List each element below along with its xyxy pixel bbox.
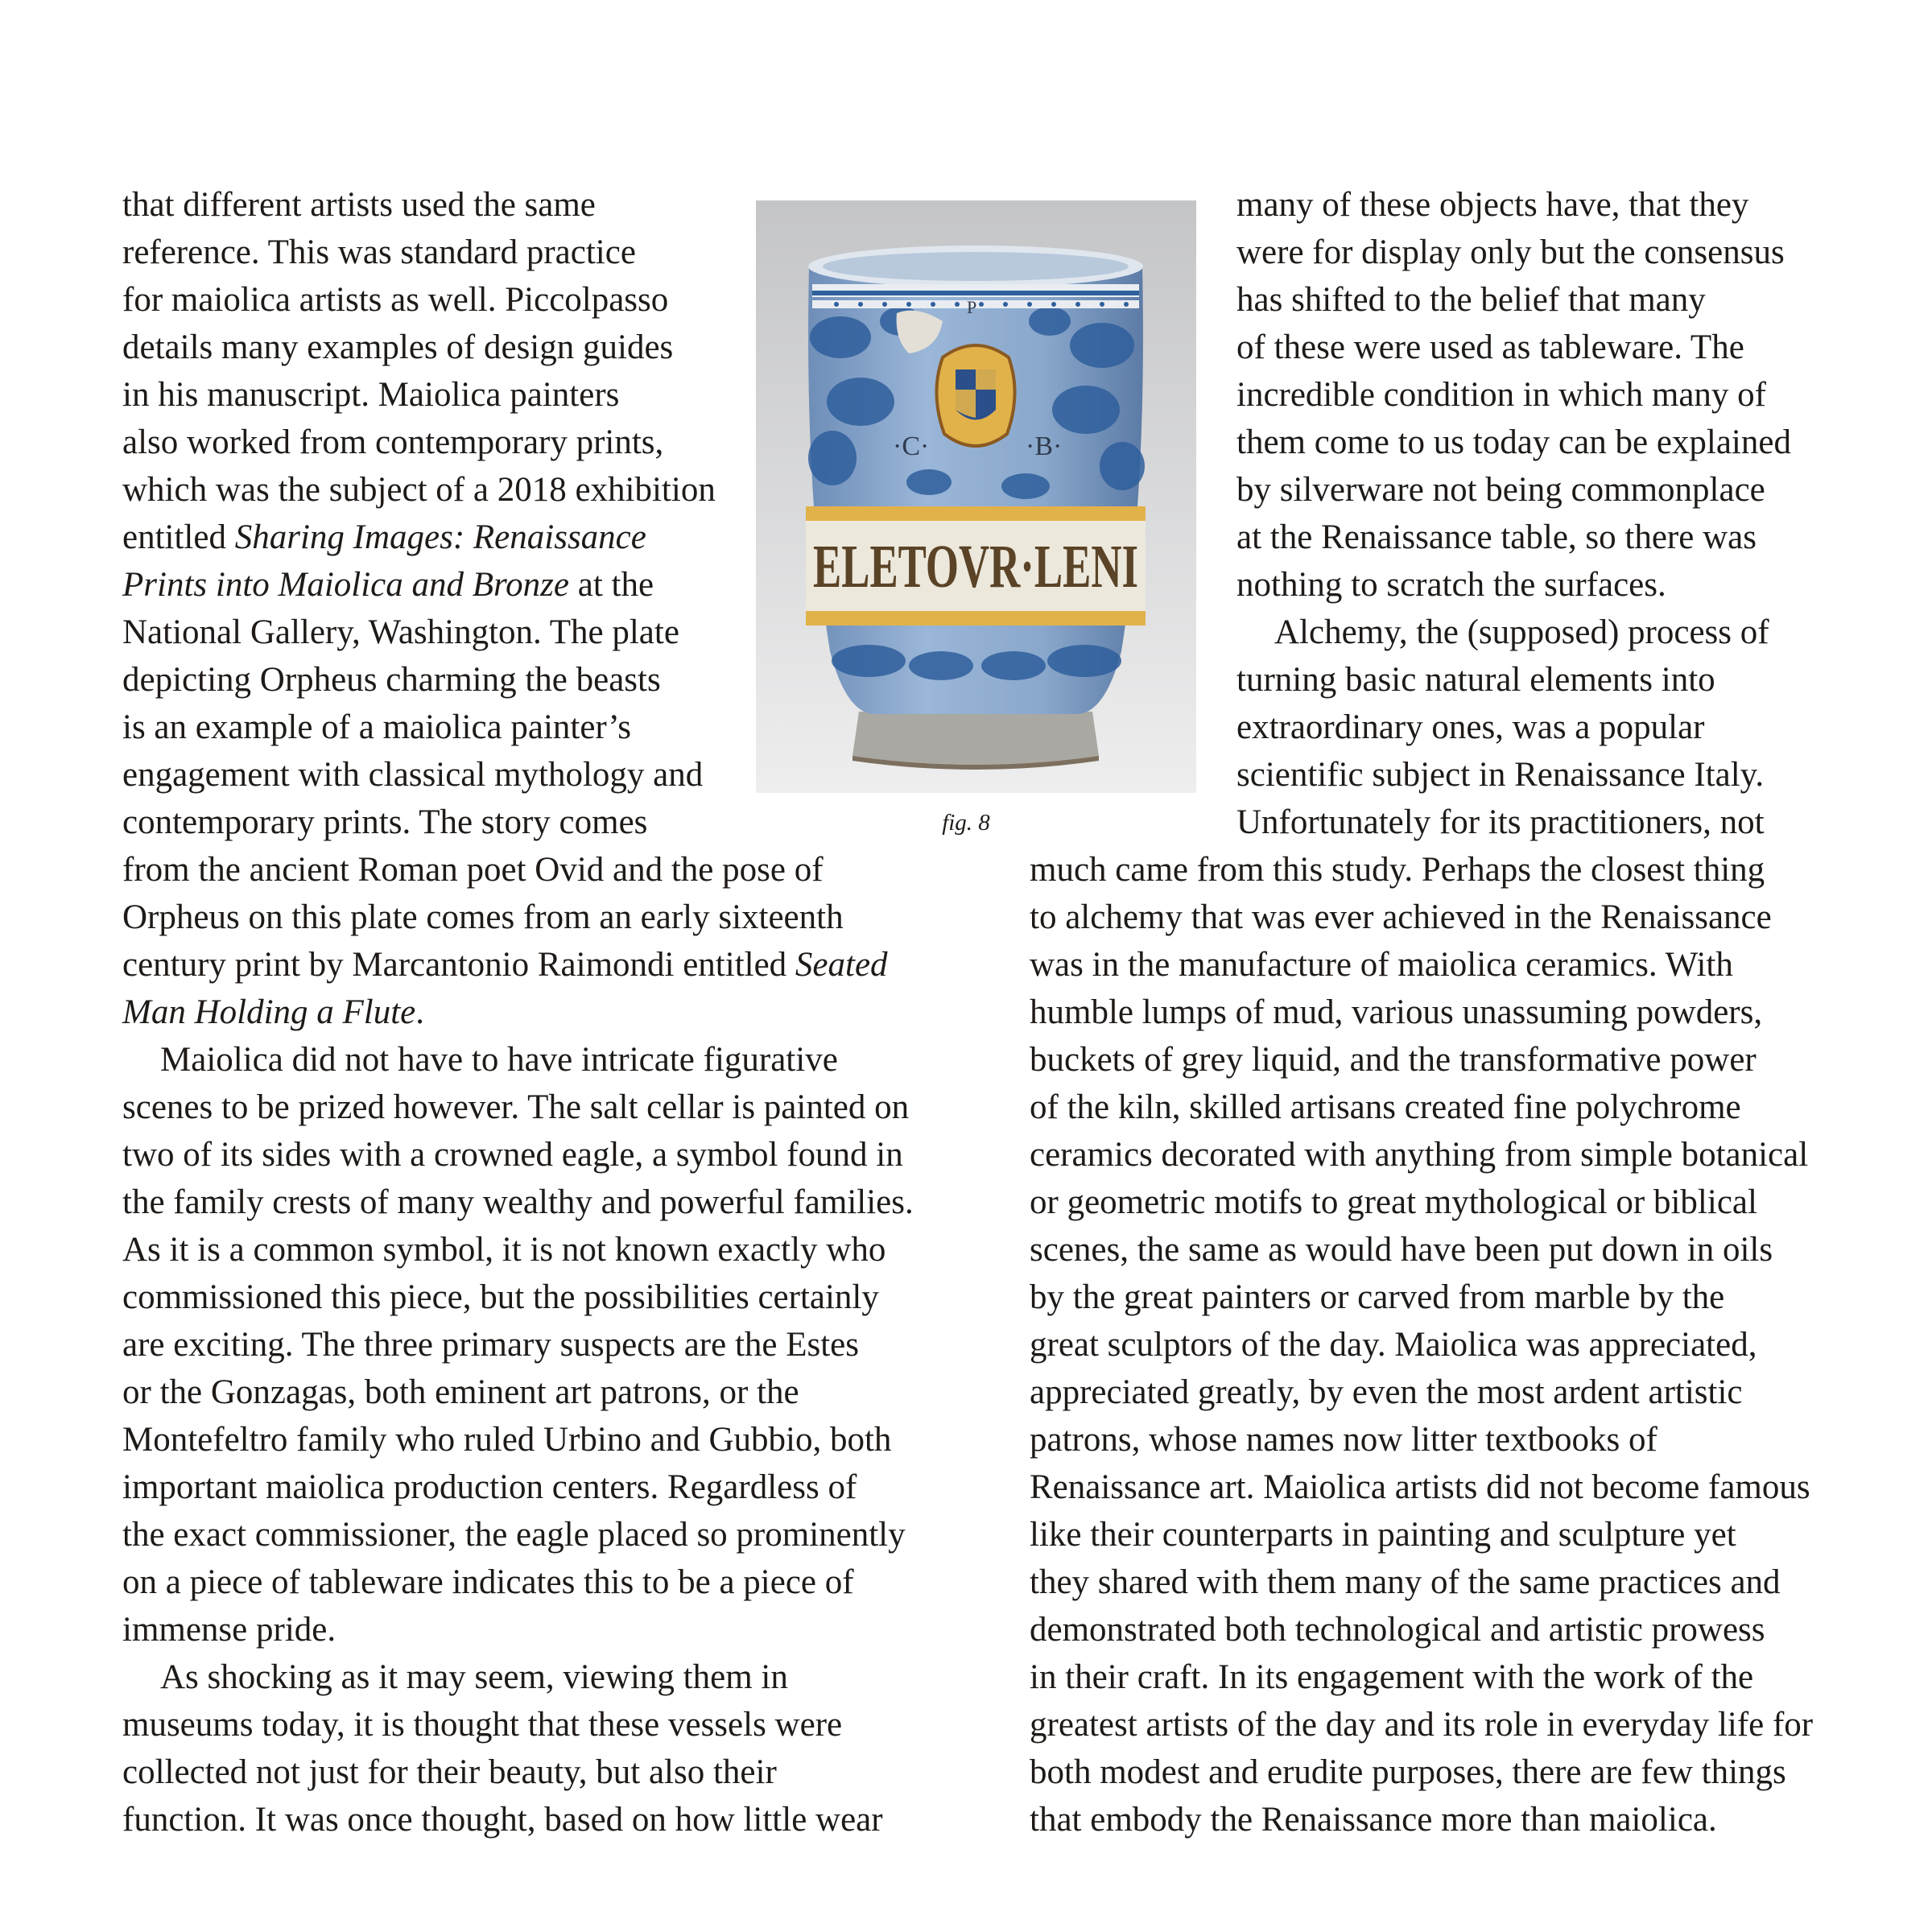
body-text-line: greatest artists of the day and its role in everyday life for	[1030, 1706, 1814, 1744]
body-text-line: of these were used as tableware. The	[1236, 328, 1744, 366]
body-text-line: were for display only but the consensus	[1236, 233, 1785, 271]
body-text-line: for maiolica artists as well. Piccolpasso	[122, 281, 669, 319]
body-text-line: or geometric motifs to great mythological or biblical	[1030, 1183, 1757, 1221]
body-text-line: also worked from contemporary prints,	[122, 423, 664, 461]
jar-monogram-left: ·C·	[893, 431, 930, 461]
body-text-line: engagement with classical mythology and	[122, 756, 704, 794]
body-text-line: was in the manufacture of maiolica ceramics. With	[1030, 946, 1733, 984]
maiolica-jar-figure	[756, 200, 1196, 793]
body-text-span: at the	[569, 566, 654, 604]
body-text-line: in their craft. In its engagement with the work of the	[1030, 1658, 1754, 1696]
body-text-line: or the Gonzagas, both eminent art patrons, or the	[122, 1373, 799, 1411]
body-text-line: Renaissance art. Maiolica artists did not become famous	[1030, 1468, 1810, 1506]
body-text-line: details many examples of design guides	[122, 328, 674, 366]
body-text-line: incredible condition in which many of	[1236, 376, 1766, 414]
body-text-line: great sculptors of the day. Maiolica was appreciated,	[1030, 1326, 1757, 1364]
body-text-line: buckets of grey liquid, and the transformative power	[1030, 1041, 1757, 1079]
body-text-line: is an example of a maiolica painter’s	[122, 708, 632, 746]
body-text-line: important maiolica production centers. Regardless of	[122, 1468, 857, 1506]
body-text-line: are exciting. The three primary suspects are the Estes	[122, 1326, 859, 1364]
body-text-line: appreciated greatly, by even the most ardent artistic	[1030, 1373, 1743, 1411]
body-text-line: both modest and erudite purposes, there are few things	[1030, 1753, 1786, 1791]
body-text-line	[122, 989, 424, 1036]
body-text-line: much came from this study. Perhaps the closest thing	[1030, 851, 1765, 889]
body-text-line: depicting Orpheus charming the beasts	[122, 661, 661, 699]
body-text-line: scenes to be prized however. The salt cellar is painted on	[122, 1088, 910, 1126]
body-text-line: Orpheus on this plate comes from an early sixteenth	[122, 898, 844, 936]
body-text-span: century print by Marcantonio Raimondi entitled	[122, 946, 795, 984]
body-text-line: on a piece of tableware indicates this to be a piece of	[122, 1563, 854, 1601]
body-text-line: As it is a common symbol, it is not known exactly who	[122, 1231, 886, 1269]
print-title: Seated	[795, 946, 888, 984]
body-text-line: that embody the Renaissance more than maiolica.	[1030, 1801, 1717, 1839]
body-text-line: the family crests of many wealthy and powerful families.	[122, 1183, 914, 1221]
body-text-line: many of these objects have, that they	[1236, 186, 1749, 224]
body-text-line: patrons, whose names now litter textbooks of	[1030, 1421, 1657, 1459]
body-text-line: by silverware not being commonplace	[1236, 471, 1765, 509]
body-text-line: Unfortunately for its practitioners, not	[1236, 803, 1765, 841]
body-text-line: scientific subject in Renaissance Italy.	[1236, 756, 1765, 794]
exhibition-title: Sharing Images: Renaissance	[234, 518, 646, 556]
body-text-line: to alchemy that was ever achieved in the Renaissance	[1030, 898, 1772, 936]
body-text-line: them come to us today can be explained	[1236, 423, 1791, 461]
body-text-line: contemporary prints. The story comes	[122, 803, 648, 841]
body-text-line: museums today, it is thought that these vessels were	[122, 1706, 843, 1744]
exhibition-title: Prints into Maiolica and Bronze	[122, 566, 569, 604]
body-text-line: in his manuscript. Maiolica painters	[122, 376, 620, 414]
body-text-line: of the kiln, skilled artisans created fine polychrome	[1030, 1088, 1741, 1126]
body-text-line	[122, 941, 888, 989]
paragraph-first-line: As shocking as it may seem, viewing them in	[160, 1658, 788, 1696]
body-text-line: at the Renaissance table, so there was	[1236, 518, 1757, 556]
body-text-line: scenes, the same as would have been put down in oils	[1030, 1231, 1773, 1269]
jar-monogram-right: ·B·	[1026, 431, 1063, 461]
body-text-line: immense pride.	[122, 1611, 336, 1649]
figure-caption: fig. 8	[942, 810, 990, 836]
body-text-line: turning basic natural elements into	[1236, 661, 1715, 699]
body-text-line: that different artists used the same	[122, 186, 596, 224]
body-text-line: extraordinary ones, was a popular	[1236, 708, 1705, 746]
body-text-line: has shifted to the belief that many	[1236, 281, 1706, 319]
body-text-line: National Gallery, Washington. The plate	[122, 613, 679, 651]
paragraph-first-line: Maiolica did not have to have intricate figurative	[160, 1041, 838, 1079]
body-text-line	[122, 561, 654, 609]
body-text-line: they shared with them many of the same practices and	[1030, 1563, 1781, 1601]
body-text-line: function. It was once thought, based on how little wear	[122, 1801, 883, 1839]
body-text-line: Montefeltro family who ruled Urbino and Gubbio, both	[122, 1421, 892, 1459]
jar-inscription: ELETOVR·LENI	[813, 533, 1138, 601]
paragraph-first-line: Alchemy, the (supposed) process of	[1274, 613, 1769, 651]
body-text-line: the exact commissioner, the eagle placed so prominently	[122, 1516, 906, 1554]
body-text-line: ceramics decorated with anything from simple botanical	[1030, 1136, 1809, 1174]
body-text-line: which was the subject of a 2018 exhibition	[122, 471, 716, 509]
body-text-line: demonstrated both technological and artistic prowess	[1030, 1611, 1765, 1649]
body-text-line: nothing to scratch the surfaces.	[1236, 566, 1666, 604]
body-text-line: reference. This was standard practice	[122, 233, 636, 271]
body-text-line: by the great painters or carved from marble by the	[1030, 1278, 1725, 1316]
body-text-line: commissioned this piece, but the possibilities certainly	[122, 1278, 879, 1316]
body-text-line	[122, 514, 646, 561]
body-text-line: like their counterparts in painting and sculpture yet	[1030, 1516, 1736, 1554]
body-text-span: entitled	[122, 518, 235, 556]
body-text-line: two of its sides with a crowned eagle, a symbol found in	[122, 1136, 903, 1174]
albarello-jar-image	[756, 200, 1196, 793]
print-title: Man Holding a Flute	[122, 993, 416, 1031]
body-text-span: .	[415, 993, 425, 1031]
body-text-line: humble lumps of mud, various unassuming powders,	[1030, 993, 1763, 1031]
jar-lid-mark: P	[967, 297, 977, 317]
body-text-line: from the ancient Roman poet Ovid and the pose of	[122, 851, 824, 889]
body-text-line: collected not just for their beauty, but also their	[122, 1753, 777, 1791]
